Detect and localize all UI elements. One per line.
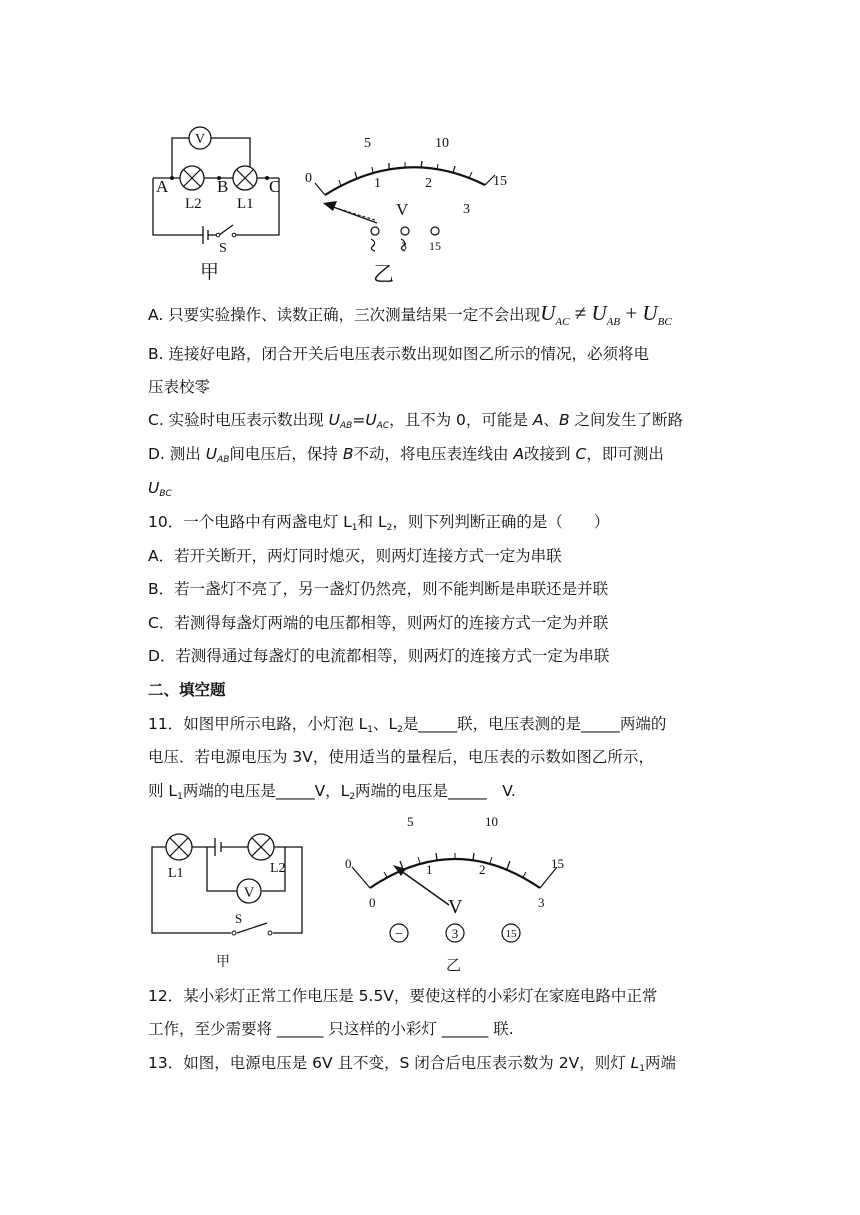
q11-line1: 11．如图甲所示电路，小灯泡 $L_1$、$L_2$是_____联，电压表测的是_____两端的 <box>148 715 667 735</box>
lower-scale-3: 3 <box>538 895 545 910</box>
lower-scale-1: 1 <box>426 862 433 877</box>
terminal-15-label: 15 <box>429 239 441 253</box>
q12-line1: 12．某小彩灯正常工作电压是 5.5V，要使这样的小彩灯在家庭电路中正常 <box>148 987 658 1005</box>
terminal-3-label: 3 <box>401 239 407 253</box>
q11-line3: 则 $L_1$两端的电压是_____V，$L_2$两端的电压是_____ V. <box>148 782 516 802</box>
lower-scale-1: 1 <box>374 176 381 191</box>
lower-scale-2: 2 <box>479 862 486 877</box>
point-c-label: C <box>269 177 281 196</box>
terminal-negative-icon <box>371 227 379 251</box>
upper-scale-5: 5 <box>407 814 414 829</box>
figure1-circuit <box>145 120 290 280</box>
q9-option-a-text: A. 只要实验操作、读数正确，三次测量结果一定不会出现 <box>148 306 541 324</box>
q10-option-d: D．若测得通过每盏灯的电流都相等，则两灯的连接方式一定为串联 <box>148 647 610 665</box>
upper-scale-15: 15 <box>493 174 507 189</box>
terminal-15-label: 15 <box>505 928 517 940</box>
q9-option-a-formula: $U_{AC} \ne U_{AB} + U_{BC}$ <box>540 301 672 329</box>
upper-scale-10: 10 <box>435 136 449 151</box>
switch-label: S <box>219 241 227 256</box>
terminal-negative-label: − <box>395 927 403 942</box>
lamp-l1-icon <box>166 834 192 860</box>
q9-option-d-line2: $U_{BC}$ <box>148 479 172 499</box>
lower-scale-3: 3 <box>463 202 470 217</box>
figure2-voltmeter <box>335 810 580 975</box>
q12-line2: 工作，至少需要将 ______ 只这样的小彩灯 ______ 联. <box>148 1020 514 1038</box>
terminal-15-icon <box>431 227 439 235</box>
figure1-voltmeter <box>295 125 525 285</box>
lamp-l2-icon <box>180 166 204 190</box>
q10-option-b: B．若一盏灯不亮了，另一盏灯仍然亮，则不能判断是串联还是并联 <box>148 580 609 598</box>
figure-caption-jia: 甲 <box>216 954 230 970</box>
section-title: 二、填空题 <box>148 681 226 699</box>
terminal-3-label: 3 <box>451 926 459 941</box>
figure-caption-yi: 乙 <box>373 262 394 285</box>
figure-caption-yi: 乙 <box>446 956 462 974</box>
meter-symbol: V <box>396 200 409 219</box>
lamp-l1-label: L1 <box>168 866 184 881</box>
switch-label: S <box>235 911 243 926</box>
q11-line2: 电压．若电源电压为 3V，使用适当的量程后，电压表的示数如图乙所示， <box>148 748 654 766</box>
lamp-l2-label: L2 <box>270 861 286 876</box>
q9-option-b-line2: 压表校零 <box>148 378 211 396</box>
figure-caption-jia: 甲 <box>200 261 220 280</box>
q10-stem: 10．一个电路中有两盏电灯 $L_1$和 $L_2$，则下列判断正确的是（ ） <box>148 513 610 533</box>
lower-scale-2: 2 <box>425 176 432 191</box>
q9-option-b-line1: B. 连接好电路，闭合开关后电压表示数出现如图乙所示的情况，必须将电 <box>148 345 649 363</box>
q10-option-a: A．若开关断开，两灯同时熄灭，则两灯连接方式一定为串联 <box>148 547 562 565</box>
lamp-l2-icon <box>248 834 274 860</box>
point-a-label: A <box>156 177 169 196</box>
point-b-label: B <box>217 177 229 196</box>
upper-scale-10: 10 <box>485 814 498 829</box>
pointer-arrow-icon <box>323 201 337 211</box>
upper-scale-0: 0 <box>305 171 312 186</box>
q9-option-a <box>148 303 672 332</box>
upper-scale-0: 0 <box>345 856 352 871</box>
voltmeter-label: V <box>194 132 206 147</box>
meter-symbol: V <box>448 896 463 918</box>
lamp-l2-label: L2 <box>185 196 202 212</box>
upper-scale-5: 5 <box>364 136 371 151</box>
figure2-circuit <box>145 820 315 970</box>
q9-option-c: C. 实验时电压表示数出现 $U_{AB}=U_{AC}$，且不为 0，可能是 A、B 之间发生了断路 <box>148 411 684 431</box>
lower-scale-0: 0 <box>369 895 376 910</box>
lamp-l1-label: L1 <box>237 196 254 212</box>
q13-line1: 13．如图，电源电压是 6V 且不变，S 闭合后电压表示数为 2V，则灯 $L_1$两端 <box>148 1054 677 1074</box>
lamp-l1-icon <box>233 166 257 190</box>
voltmeter-label: V <box>243 885 255 901</box>
upper-scale-15: 15 <box>551 856 564 871</box>
q10-option-c: C．若测得每盏灯两端的电压都相等，则两灯的连接方式一定为并联 <box>148 614 609 632</box>
q9-option-d: D. 测出 $U_{AB}$间电压后，保持 B不动，将电压表连线由 A改接到 C，即可测出 <box>148 445 664 465</box>
